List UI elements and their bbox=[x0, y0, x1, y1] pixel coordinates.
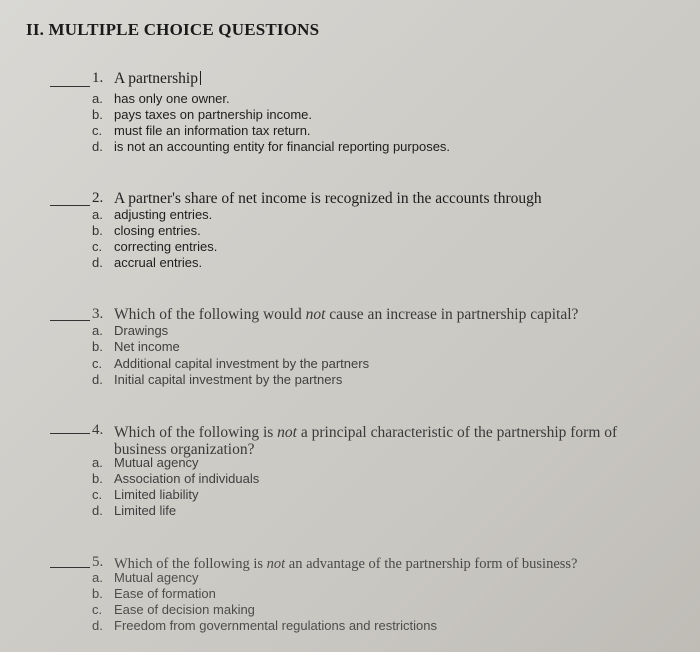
question-number: 2. bbox=[92, 190, 104, 206]
text-cursor bbox=[200, 71, 201, 85]
document-page: II. MULTIPLE CHOICE QUESTIONS 1. A partnership a. has only one owner. b. pays taxes on partnership income. c. must file an information tax return. d. is not an accounting entity for financial reporting purposes. 2. A partner's share of net income is recognized in the accounts through a. adjusting entries. b. closing entries. c. correcting entries. d. accrual entries. 3. Which of the following would not cause an increase in partnership capital? a. Drawings b. Net income c. Additional capital investment by the partners d. Initial capital investment by the partners 4. Which of the following is not a principal characteristic of the partnership form of business organization? a. Mutual agency b. Association of individuals c. Limited liability d. Limited life 5. Which of the following is not an advantage of the partnership form of business? a. Mutual agency b. Ease of formation c. Ease of decision making d. Freedom from governmental regulations and restrictions bbox=[0, 0, 700, 652]
question-number: 1. bbox=[92, 70, 104, 86]
answer-blank-2[interactable] bbox=[50, 205, 90, 206]
answer-blank-1[interactable] bbox=[50, 86, 90, 87]
question-number: 5. bbox=[92, 554, 104, 570]
answer-blank-5[interactable] bbox=[50, 567, 90, 568]
question-number: 3. bbox=[92, 306, 104, 322]
section-title: II. MULTIPLE CHOICE QUESTIONS bbox=[26, 20, 320, 39]
question-text: A partnership bbox=[114, 70, 654, 87]
question-text: A partner's share of net income is recognized in the accounts through bbox=[114, 190, 542, 207]
answer-blank-4[interactable] bbox=[50, 433, 90, 434]
question-number: 4. bbox=[92, 422, 104, 438]
question-text: Which of the following is not an advantage of the partnership form of business? bbox=[114, 556, 578, 572]
question-text: Which of the following would not cause an increase in partnership capital? bbox=[114, 306, 579, 323]
question-text: Which of the following is not a principal characteristic of the partnership form of business organization? bbox=[114, 424, 618, 458]
answer-blank-3[interactable] bbox=[50, 320, 90, 321]
